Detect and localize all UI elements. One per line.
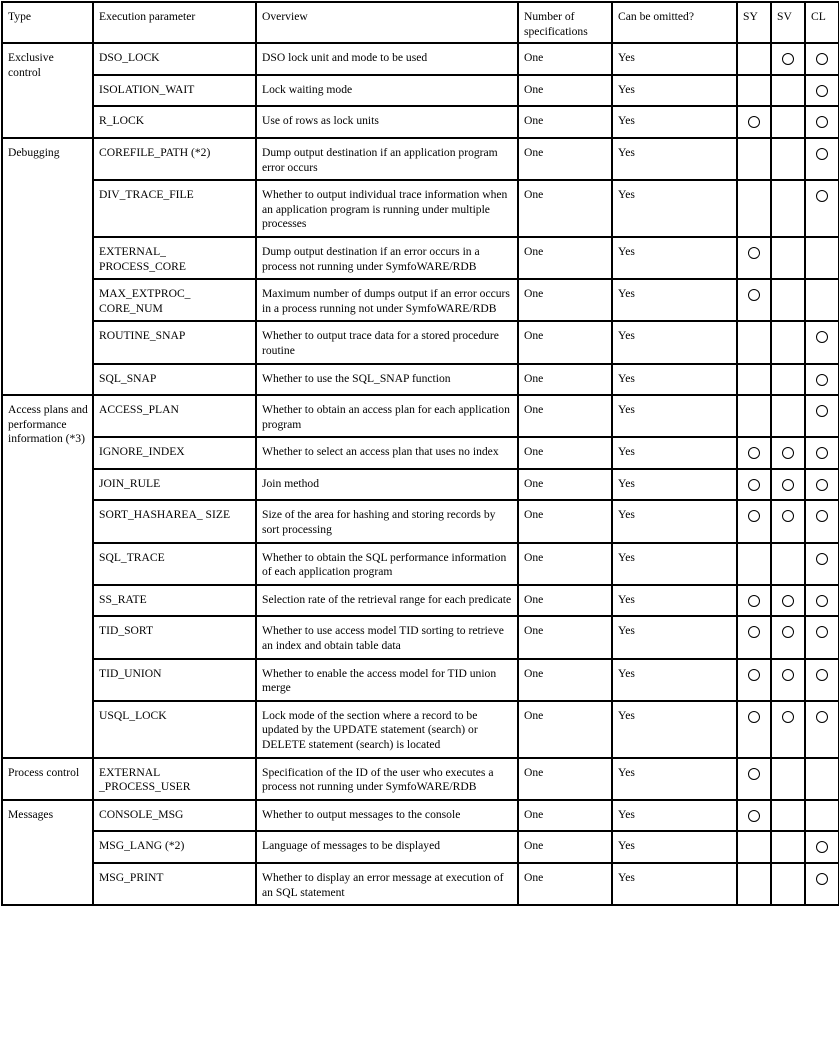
table-row [2,437,839,469]
header-overview: Overview [256,2,518,43]
overview-cell: Whether to obtain the SQL performance information of each application program [256,543,518,585]
header-row [2,2,839,43]
execution-parameter-table [1,1,839,906]
overview-cell: Dump output destination if an error occurs in a process not running under SymfoWARE/RDB [256,237,518,279]
table-row [2,138,839,180]
sy-cell [737,500,771,542]
sy-cell [737,237,771,279]
number-cell: One [518,758,612,800]
sy-cell [737,831,771,863]
sy-cell [737,758,771,800]
type-cell: Access plans and performance information (*3) [2,395,93,758]
table-row [2,75,839,107]
sv-cell [771,321,805,363]
overview-cell: Lock mode of the section where a record to be updated by the UPDATE statement (search) or DELETE statement (search) is located [256,701,518,758]
table-row [2,180,839,237]
sv-cell [771,831,805,863]
number-cell: One [518,831,612,863]
sv-cell [771,585,805,617]
circle-icon [816,841,828,853]
header-sy: SY [737,2,771,43]
omit-cell: Yes [612,758,737,800]
table-row [2,395,839,437]
overview-cell: Join method [256,469,518,501]
parameter-cell: COREFILE_PATH (*2) [93,138,256,180]
sv-cell [771,758,805,800]
cl-cell [805,585,839,617]
number-cell: One [518,616,612,658]
parameter-cell: CONSOLE_MSG [93,800,256,832]
omit-cell: Yes [612,395,737,437]
omit-cell: Yes [612,43,737,75]
number-cell: One [518,800,612,832]
header-type: Type [2,2,93,43]
type-cell: Debugging [2,138,93,395]
number-cell: One [518,138,612,180]
sy-cell [737,437,771,469]
circle-icon [748,595,760,607]
table-body [2,43,839,905]
sy-cell [737,279,771,321]
overview-cell: Whether to use the SQL_SNAP function [256,364,518,396]
number-cell: One [518,395,612,437]
sy-cell [737,395,771,437]
sv-cell [771,701,805,758]
type-cell: Exclusive control [2,43,93,138]
number-cell: One [518,437,612,469]
table-row [2,543,839,585]
sy-cell [737,659,771,701]
cl-cell [805,659,839,701]
sv-cell [771,279,805,321]
circle-icon [782,447,794,459]
circle-icon [748,768,760,780]
omit-cell: Yes [612,321,737,363]
circle-icon [816,479,828,491]
omit-cell: Yes [612,616,737,658]
table-row [2,800,839,832]
table-row [2,701,839,758]
sy-cell [737,800,771,832]
circle-icon [748,810,760,822]
table-row [2,831,839,863]
circle-icon [748,247,760,259]
omit-cell: Yes [612,659,737,701]
table-row [2,585,839,617]
circle-icon [816,190,828,202]
number-cell: One [518,180,612,237]
circle-icon [748,289,760,301]
omit-cell: Yes [612,831,737,863]
cl-cell [805,758,839,800]
table-row [2,500,839,542]
parameter-cell: TID_SORT [93,616,256,658]
parameter-cell: MAX_EXTPROC_ CORE_NUM [93,279,256,321]
overview-cell: Whether to output individual trace information when an application program is running under multiple processes [256,180,518,237]
sv-cell [771,106,805,138]
omit-cell: Yes [612,543,737,585]
parameter-cell: SS_RATE [93,585,256,617]
number-cell: One [518,279,612,321]
sy-cell [737,543,771,585]
header-execution-parameter: Execution parameter [93,2,256,43]
number-cell: One [518,585,612,617]
parameter-cell: USQL_LOCK [93,701,256,758]
circle-icon [816,148,828,160]
parameter-cell: EXTERNAL_ PROCESS_CORE [93,237,256,279]
overview-cell: Lock waiting mode [256,75,518,107]
cl-cell [805,75,839,107]
circle-icon [748,447,760,459]
circle-icon [748,479,760,491]
table-row [2,616,839,658]
circle-icon [816,53,828,65]
circle-icon [816,447,828,459]
header-can-be-omitted: Can be omitted? [612,2,737,43]
cl-cell [805,180,839,237]
parameter-cell: MSG_PRINT [93,863,256,905]
sy-cell [737,863,771,905]
circle-icon [748,116,760,128]
type-cell: Messages [2,800,93,905]
cl-cell [805,800,839,832]
header-cl: CL [805,2,839,43]
sv-cell [771,616,805,658]
omit-cell: Yes [612,75,737,107]
table-row [2,659,839,701]
sy-cell [737,616,771,658]
overview-cell: Dump output destination if an application program error occurs [256,138,518,180]
cl-cell [805,863,839,905]
sv-cell [771,800,805,832]
circle-icon [782,669,794,681]
parameter-cell: SQL_SNAP [93,364,256,396]
table-row [2,863,839,905]
omit-cell: Yes [612,180,737,237]
number-cell: One [518,701,612,758]
sv-cell [771,180,805,237]
parameter-cell: SORT_HASHAREA_ SIZE [93,500,256,542]
number-cell: One [518,106,612,138]
sy-cell [737,75,771,107]
number-cell: One [518,543,612,585]
sy-cell [737,180,771,237]
omit-cell: Yes [612,138,737,180]
overview-cell: Whether to enable the access model for TID union merge [256,659,518,701]
omit-cell: Yes [612,364,737,396]
overview-cell: Language of messages to be displayed [256,831,518,863]
circle-icon [816,711,828,723]
overview-cell: DSO lock unit and mode to be used [256,43,518,75]
sv-cell [771,469,805,501]
circle-icon [816,553,828,565]
number-cell: One [518,659,612,701]
cl-cell [805,616,839,658]
circle-icon [748,510,760,522]
circle-icon [816,626,828,638]
number-cell: One [518,863,612,905]
sv-cell [771,138,805,180]
circle-icon [782,595,794,607]
parameter-cell: DSO_LOCK [93,43,256,75]
sv-cell [771,863,805,905]
header-number-of-specifications: Number of specifications [518,2,612,43]
overview-cell: Selection rate of the retrieval range for each predicate [256,585,518,617]
overview-cell: Whether to display an error message at execution of an SQL statement [256,863,518,905]
parameter-cell: JOIN_RULE [93,469,256,501]
number-cell: One [518,321,612,363]
overview-cell: Use of rows as lock units [256,106,518,138]
omit-cell: Yes [612,800,737,832]
number-cell: One [518,43,612,75]
table-row [2,106,839,138]
parameter-cell: MSG_LANG (*2) [93,831,256,863]
overview-cell: Whether to obtain an access plan for each application program [256,395,518,437]
cl-cell [805,43,839,75]
circle-icon [816,405,828,417]
circle-icon [782,53,794,65]
circle-icon [816,595,828,607]
table-row [2,469,839,501]
sv-cell [771,395,805,437]
sy-cell [737,138,771,180]
cl-cell [805,364,839,396]
parameter-cell: EXTERNAL _PROCESS_USER [93,758,256,800]
overview-cell: Specification of the ID of the user who executes a process not running under SymfoWARE/RDB [256,758,518,800]
omit-cell: Yes [612,437,737,469]
table-row [2,758,839,800]
omit-cell: Yes [612,701,737,758]
circle-icon [782,711,794,723]
table-row [2,364,839,396]
table-row [2,321,839,363]
circle-icon [748,711,760,723]
sy-cell [737,321,771,363]
sv-cell [771,364,805,396]
parameter-cell: ROUTINE_SNAP [93,321,256,363]
number-cell: One [518,75,612,107]
sy-cell [737,585,771,617]
parameter-cell: ISOLATION_WAIT [93,75,256,107]
parameter-cell: R_LOCK [93,106,256,138]
omit-cell: Yes [612,106,737,138]
overview-cell: Maximum number of dumps output if an error occurs in a process running not under SymfoWARE/RDB [256,279,518,321]
cl-cell [805,106,839,138]
cl-cell [805,321,839,363]
overview-cell: Whether to use access model TID sorting to retrieve an index and obtain table data [256,616,518,658]
parameter-cell: DIV_TRACE_FILE [93,180,256,237]
cl-cell [805,469,839,501]
overview-cell: Whether to output trace data for a stored procedure routine [256,321,518,363]
circle-icon [816,374,828,386]
table-row [2,279,839,321]
type-cell: Process control [2,758,93,800]
circle-icon [782,479,794,491]
circle-icon [782,626,794,638]
cl-cell [805,437,839,469]
sy-cell [737,43,771,75]
circle-icon [782,510,794,522]
omit-cell: Yes [612,500,737,542]
circle-icon [816,510,828,522]
parameter-cell: TID_UNION [93,659,256,701]
sy-cell [737,364,771,396]
cl-cell [805,237,839,279]
parameter-cell: ACCESS_PLAN [93,395,256,437]
omit-cell: Yes [612,585,737,617]
circle-icon [816,85,828,97]
number-cell: One [518,469,612,501]
sy-cell [737,106,771,138]
sv-cell [771,659,805,701]
circle-icon [816,116,828,128]
sv-cell [771,43,805,75]
header-sv: SV [771,2,805,43]
omit-cell: Yes [612,863,737,905]
cl-cell [805,138,839,180]
omit-cell: Yes [612,279,737,321]
overview-cell: Whether to output messages to the console [256,800,518,832]
cl-cell [805,543,839,585]
number-cell: One [518,500,612,542]
table-row [2,237,839,279]
cl-cell [805,395,839,437]
parameter-cell: SQL_TRACE [93,543,256,585]
number-cell: One [518,364,612,396]
number-cell: One [518,237,612,279]
parameter-cell: IGNORE_INDEX [93,437,256,469]
overview-cell: Size of the area for hashing and storing records by sort processing [256,500,518,542]
cl-cell [805,500,839,542]
sy-cell [737,701,771,758]
sv-cell [771,437,805,469]
cl-cell [805,701,839,758]
circle-icon [816,873,828,885]
overview-cell: Whether to select an access plan that uses no index [256,437,518,469]
circle-icon [748,669,760,681]
sy-cell [737,469,771,501]
circle-icon [816,669,828,681]
cl-cell [805,279,839,321]
sv-cell [771,237,805,279]
sv-cell [771,75,805,107]
table-row [2,43,839,75]
omit-cell: Yes [612,469,737,501]
sv-cell [771,543,805,585]
circle-icon [816,331,828,343]
circle-icon [748,626,760,638]
sv-cell [771,500,805,542]
omit-cell: Yes [612,237,737,279]
cl-cell [805,831,839,863]
